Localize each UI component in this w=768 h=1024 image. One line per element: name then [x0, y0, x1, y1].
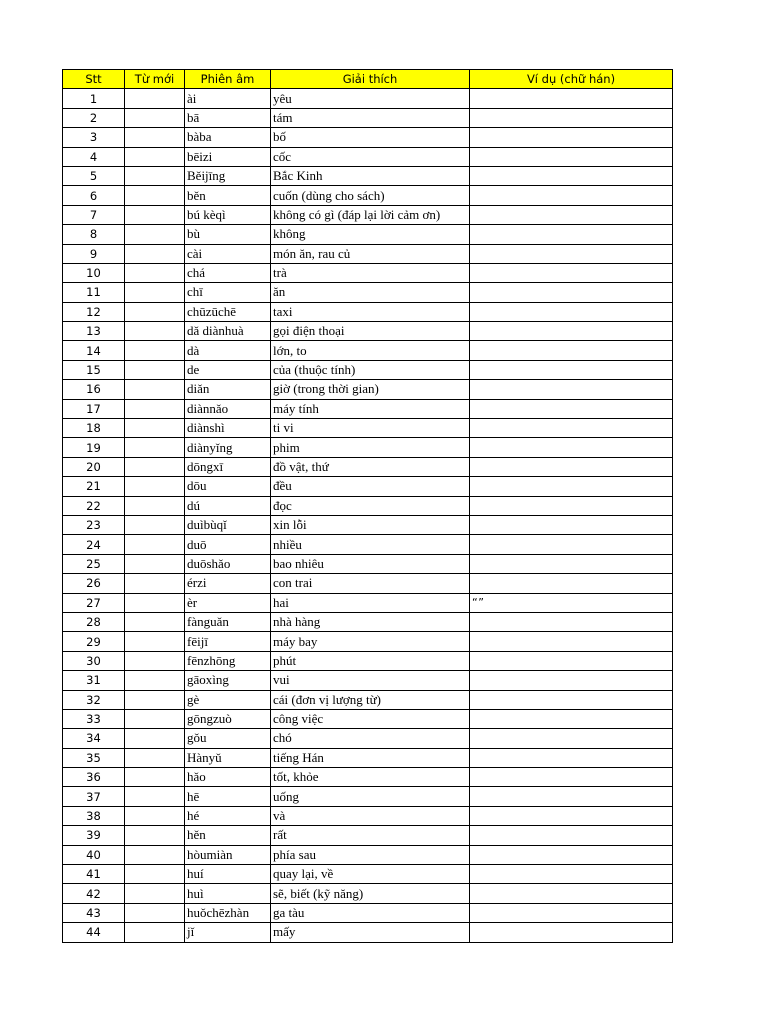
cell-new-word	[125, 341, 185, 360]
cell-example	[470, 399, 673, 418]
cell-stt: 11	[63, 283, 125, 302]
cell-meaning: mấy	[271, 923, 470, 942]
cell-meaning: công việc	[271, 709, 470, 728]
cell-example	[470, 205, 673, 224]
cell-example	[470, 515, 673, 534]
cell-example	[470, 380, 673, 399]
cell-pinyin: érzi	[185, 574, 271, 593]
table-row	[63, 322, 673, 341]
cell-new-word	[125, 128, 185, 147]
cell-stt: 39	[63, 826, 125, 845]
cell-example: “”	[470, 593, 673, 612]
table-row	[63, 593, 673, 612]
cell-stt: 20	[63, 457, 125, 476]
cell-stt: 32	[63, 690, 125, 709]
cell-example	[470, 612, 673, 631]
cell-pinyin: chī	[185, 283, 271, 302]
cell-meaning: quay lại, về	[271, 865, 470, 884]
cell-pinyin: huǒchēzhàn	[185, 903, 271, 922]
cell-example	[470, 496, 673, 515]
cell-meaning: vui	[271, 671, 470, 690]
table-row	[63, 806, 673, 825]
cell-stt: 31	[63, 671, 125, 690]
cell-new-word	[125, 923, 185, 942]
cell-meaning: không	[271, 225, 470, 244]
cell-pinyin: duō	[185, 535, 271, 554]
table-row	[63, 748, 673, 767]
cell-meaning: Bắc Kinh	[271, 166, 470, 185]
cell-new-word	[125, 380, 185, 399]
cell-stt: 21	[63, 477, 125, 496]
cell-pinyin: fànguǎn	[185, 612, 271, 631]
cell-example	[470, 283, 673, 302]
cell-pinyin: dǎ diànhuà	[185, 322, 271, 341]
cell-example	[470, 923, 673, 942]
cell-pinyin: hǎo	[185, 768, 271, 787]
cell-new-word	[125, 322, 185, 341]
cell-meaning: lớn, to	[271, 341, 470, 360]
table-row	[63, 147, 673, 166]
cell-stt: 8	[63, 225, 125, 244]
cell-new-word	[125, 768, 185, 787]
cell-stt: 10	[63, 263, 125, 282]
table-row	[63, 89, 673, 108]
header-row	[63, 70, 673, 89]
cell-meaning: bao nhiêu	[271, 554, 470, 573]
cell-meaning: uống	[271, 787, 470, 806]
cell-meaning: ti vi	[271, 419, 470, 438]
cell-new-word	[125, 884, 185, 903]
table-row	[63, 496, 673, 515]
cell-pinyin: cài	[185, 244, 271, 263]
cell-example	[470, 651, 673, 670]
cell-example	[470, 360, 673, 379]
cell-pinyin: duìbùqǐ	[185, 515, 271, 534]
cell-pinyin: gōngzuò	[185, 709, 271, 728]
cell-pinyin: ài	[185, 89, 271, 108]
cell-new-word	[125, 225, 185, 244]
cell-stt: 36	[63, 768, 125, 787]
cell-stt: 18	[63, 419, 125, 438]
cell-pinyin: gè	[185, 690, 271, 709]
table-body	[63, 89, 673, 942]
cell-new-word	[125, 787, 185, 806]
cell-pinyin: huì	[185, 884, 271, 903]
cell-new-word	[125, 186, 185, 205]
table-row	[63, 380, 673, 399]
cell-example	[470, 477, 673, 496]
table-row	[63, 923, 673, 942]
table-row	[63, 302, 673, 321]
table-row	[63, 690, 673, 709]
cell-example	[470, 884, 673, 903]
cell-new-word	[125, 535, 185, 554]
cell-example	[470, 806, 673, 825]
cell-meaning: yêu	[271, 89, 470, 108]
cell-pinyin: fēnzhōng	[185, 651, 271, 670]
cell-new-word	[125, 496, 185, 515]
table-row	[63, 263, 673, 282]
cell-meaning: rất	[271, 826, 470, 845]
cell-pinyin: chūzūchē	[185, 302, 271, 321]
cell-new-word	[125, 651, 185, 670]
table-row	[63, 787, 673, 806]
cell-stt: 3	[63, 128, 125, 147]
cell-example	[470, 341, 673, 360]
cell-stt: 13	[63, 322, 125, 341]
cell-stt: 22	[63, 496, 125, 515]
cell-example	[470, 89, 673, 108]
cell-meaning: của (thuộc tính)	[271, 360, 470, 379]
table-row	[63, 108, 673, 127]
cell-pinyin: jǐ	[185, 923, 271, 942]
table-row	[63, 225, 673, 244]
cell-stt: 29	[63, 632, 125, 651]
cell-stt: 4	[63, 147, 125, 166]
cell-pinyin: hé	[185, 806, 271, 825]
cell-meaning: taxi	[271, 302, 470, 321]
table-row	[63, 419, 673, 438]
table-row	[63, 632, 673, 651]
cell-meaning: cái (đơn vị lượng từ)	[271, 690, 470, 709]
cell-stt: 44	[63, 923, 125, 942]
table-row	[63, 457, 673, 476]
header-meaning: Giải thích	[271, 70, 470, 89]
table-row	[63, 671, 673, 690]
cell-pinyin: duōshǎo	[185, 554, 271, 573]
table-row	[63, 845, 673, 864]
cell-meaning: chó	[271, 729, 470, 748]
cell-example	[470, 147, 673, 166]
table-row	[63, 205, 673, 224]
cell-new-word	[125, 457, 185, 476]
cell-meaning: không có gì (đáp lại lời cảm ơn)	[271, 205, 470, 224]
cell-pinyin: bú kèqì	[185, 205, 271, 224]
cell-new-word	[125, 477, 185, 496]
cell-new-word	[125, 399, 185, 418]
cell-stt: 25	[63, 554, 125, 573]
cell-example	[470, 768, 673, 787]
cell-meaning: sẽ, biết (kỹ năng)	[271, 884, 470, 903]
cell-new-word	[125, 671, 185, 690]
cell-new-word	[125, 612, 185, 631]
cell-new-word	[125, 205, 185, 224]
cell-example	[470, 244, 673, 263]
cell-meaning: giờ (trong thời gian)	[271, 380, 470, 399]
cell-pinyin: hěn	[185, 826, 271, 845]
table-row	[63, 826, 673, 845]
cell-example	[470, 166, 673, 185]
header-stt: Stt	[63, 70, 125, 89]
table-row	[63, 477, 673, 496]
cell-stt: 33	[63, 709, 125, 728]
cell-pinyin: gāoxìng	[185, 671, 271, 690]
cell-example	[470, 671, 673, 690]
cell-new-word	[125, 748, 185, 767]
table-row	[63, 651, 673, 670]
table-row	[63, 244, 673, 263]
cell-example	[470, 787, 673, 806]
cell-meaning: máy bay	[271, 632, 470, 651]
cell-stt: 26	[63, 574, 125, 593]
cell-example	[470, 186, 673, 205]
cell-pinyin: Běijīng	[185, 166, 271, 185]
cell-stt: 30	[63, 651, 125, 670]
cell-pinyin: bēizi	[185, 147, 271, 166]
table-row	[63, 438, 673, 457]
table-row	[63, 186, 673, 205]
cell-new-word	[125, 806, 185, 825]
cell-stt: 9	[63, 244, 125, 263]
cell-meaning: trà	[271, 263, 470, 282]
cell-meaning: cuốn (dùng cho sách)	[271, 186, 470, 205]
cell-stt: 2	[63, 108, 125, 127]
cell-new-word	[125, 263, 185, 282]
cell-new-word	[125, 593, 185, 612]
cell-pinyin: bù	[185, 225, 271, 244]
cell-example	[470, 225, 673, 244]
cell-meaning: phim	[271, 438, 470, 457]
cell-meaning: cốc	[271, 147, 470, 166]
cell-stt: 24	[63, 535, 125, 554]
header-example: Ví dụ (chữ hán)	[470, 70, 673, 89]
table-row	[63, 709, 673, 728]
cell-example	[470, 419, 673, 438]
cell-new-word	[125, 360, 185, 379]
cell-new-word	[125, 632, 185, 651]
table-row	[63, 554, 673, 573]
cell-meaning: tám	[271, 108, 470, 127]
cell-stt: 28	[63, 612, 125, 631]
cell-pinyin: hē	[185, 787, 271, 806]
cell-stt: 23	[63, 515, 125, 534]
cell-example	[470, 128, 673, 147]
cell-meaning: đọc	[271, 496, 470, 515]
cell-example	[470, 903, 673, 922]
cell-new-word	[125, 729, 185, 748]
cell-example	[470, 554, 673, 573]
cell-stt: 16	[63, 380, 125, 399]
header-new-word: Từ mới	[125, 70, 185, 89]
cell-pinyin: gǒu	[185, 729, 271, 748]
cell-pinyin: dōu	[185, 477, 271, 496]
cell-meaning: bố	[271, 128, 470, 147]
header-pinyin: Phiên âm	[185, 70, 271, 89]
table-row	[63, 865, 673, 884]
cell-new-word	[125, 554, 185, 573]
cell-meaning: đều	[271, 477, 470, 496]
cell-meaning: ăn	[271, 283, 470, 302]
cell-stt: 1	[63, 89, 125, 108]
cell-stt: 42	[63, 884, 125, 903]
cell-example	[470, 263, 673, 282]
cell-meaning: tốt, khỏe	[271, 768, 470, 787]
cell-example	[470, 322, 673, 341]
table-row	[63, 729, 673, 748]
cell-new-word	[125, 903, 185, 922]
table-row	[63, 399, 673, 418]
cell-new-word	[125, 302, 185, 321]
cell-new-word	[125, 709, 185, 728]
cell-stt: 14	[63, 341, 125, 360]
cell-meaning: nhà hàng	[271, 612, 470, 631]
cell-meaning: và	[271, 806, 470, 825]
cell-example	[470, 108, 673, 127]
cell-meaning: máy tính	[271, 399, 470, 418]
cell-pinyin: dōngxī	[185, 457, 271, 476]
table-row	[63, 612, 673, 631]
cell-example	[470, 632, 673, 651]
table-row	[63, 884, 673, 903]
cell-pinyin: dà	[185, 341, 271, 360]
cell-example	[470, 690, 673, 709]
cell-new-word	[125, 826, 185, 845]
cell-new-word	[125, 283, 185, 302]
cell-meaning: nhiều	[271, 535, 470, 554]
cell-meaning: xin lỗi	[271, 515, 470, 534]
cell-stt: 43	[63, 903, 125, 922]
table-row	[63, 903, 673, 922]
cell-stt: 35	[63, 748, 125, 767]
cell-meaning: hai	[271, 593, 470, 612]
cell-pinyin: diǎn	[185, 380, 271, 399]
cell-pinyin: diànnǎo	[185, 399, 271, 418]
table-row	[63, 574, 673, 593]
cell-stt: 6	[63, 186, 125, 205]
table-row	[63, 283, 673, 302]
cell-new-word	[125, 166, 185, 185]
table-row	[63, 341, 673, 360]
cell-example	[470, 457, 673, 476]
cell-stt: 17	[63, 399, 125, 418]
cell-new-word	[125, 845, 185, 864]
cell-new-word	[125, 147, 185, 166]
cell-stt: 5	[63, 166, 125, 185]
cell-stt: 12	[63, 302, 125, 321]
cell-example	[470, 535, 673, 554]
cell-new-word	[125, 108, 185, 127]
cell-stt: 34	[63, 729, 125, 748]
cell-example	[470, 748, 673, 767]
cell-pinyin: huí	[185, 865, 271, 884]
table-row	[63, 768, 673, 787]
table-row	[63, 535, 673, 554]
cell-new-word	[125, 574, 185, 593]
table-row	[63, 360, 673, 379]
cell-meaning: đồ vật, thứ	[271, 457, 470, 476]
cell-meaning: gọi điện thoại	[271, 322, 470, 341]
vocabulary-table	[62, 69, 673, 943]
cell-new-word	[125, 515, 185, 534]
cell-pinyin: chá	[185, 263, 271, 282]
cell-example	[470, 729, 673, 748]
cell-new-word	[125, 438, 185, 457]
cell-stt: 40	[63, 845, 125, 864]
table-row	[63, 166, 673, 185]
cell-stt: 41	[63, 865, 125, 884]
cell-pinyin: bàba	[185, 128, 271, 147]
cell-new-word	[125, 690, 185, 709]
cell-pinyin: bā	[185, 108, 271, 127]
cell-pinyin: fēijī	[185, 632, 271, 651]
cell-new-word	[125, 89, 185, 108]
cell-example	[470, 574, 673, 593]
cell-meaning: tiếng Hán	[271, 748, 470, 767]
cell-pinyin: diànshì	[185, 419, 271, 438]
cell-example	[470, 845, 673, 864]
cell-pinyin: dú	[185, 496, 271, 515]
cell-stt: 19	[63, 438, 125, 457]
cell-new-word	[125, 419, 185, 438]
cell-example	[470, 302, 673, 321]
cell-pinyin: èr	[185, 593, 271, 612]
cell-stt: 7	[63, 205, 125, 224]
cell-meaning: ga tàu	[271, 903, 470, 922]
table-row	[63, 515, 673, 534]
cell-pinyin: de	[185, 360, 271, 379]
cell-meaning: phút	[271, 651, 470, 670]
cell-pinyin: diànyǐng	[185, 438, 271, 457]
cell-meaning: phía sau	[271, 845, 470, 864]
cell-new-word	[125, 865, 185, 884]
cell-example	[470, 865, 673, 884]
cell-pinyin: Hànyǔ	[185, 748, 271, 767]
cell-stt: 37	[63, 787, 125, 806]
cell-meaning: món ăn, rau củ	[271, 244, 470, 263]
cell-new-word	[125, 244, 185, 263]
cell-pinyin: hòumiàn	[185, 845, 271, 864]
cell-example	[470, 709, 673, 728]
table-row	[63, 128, 673, 147]
cell-stt: 38	[63, 806, 125, 825]
cell-pinyin: běn	[185, 186, 271, 205]
cell-stt: 27	[63, 593, 125, 612]
cell-stt: 15	[63, 360, 125, 379]
cell-example	[470, 826, 673, 845]
cell-example	[470, 438, 673, 457]
cell-meaning: con trai	[271, 574, 470, 593]
